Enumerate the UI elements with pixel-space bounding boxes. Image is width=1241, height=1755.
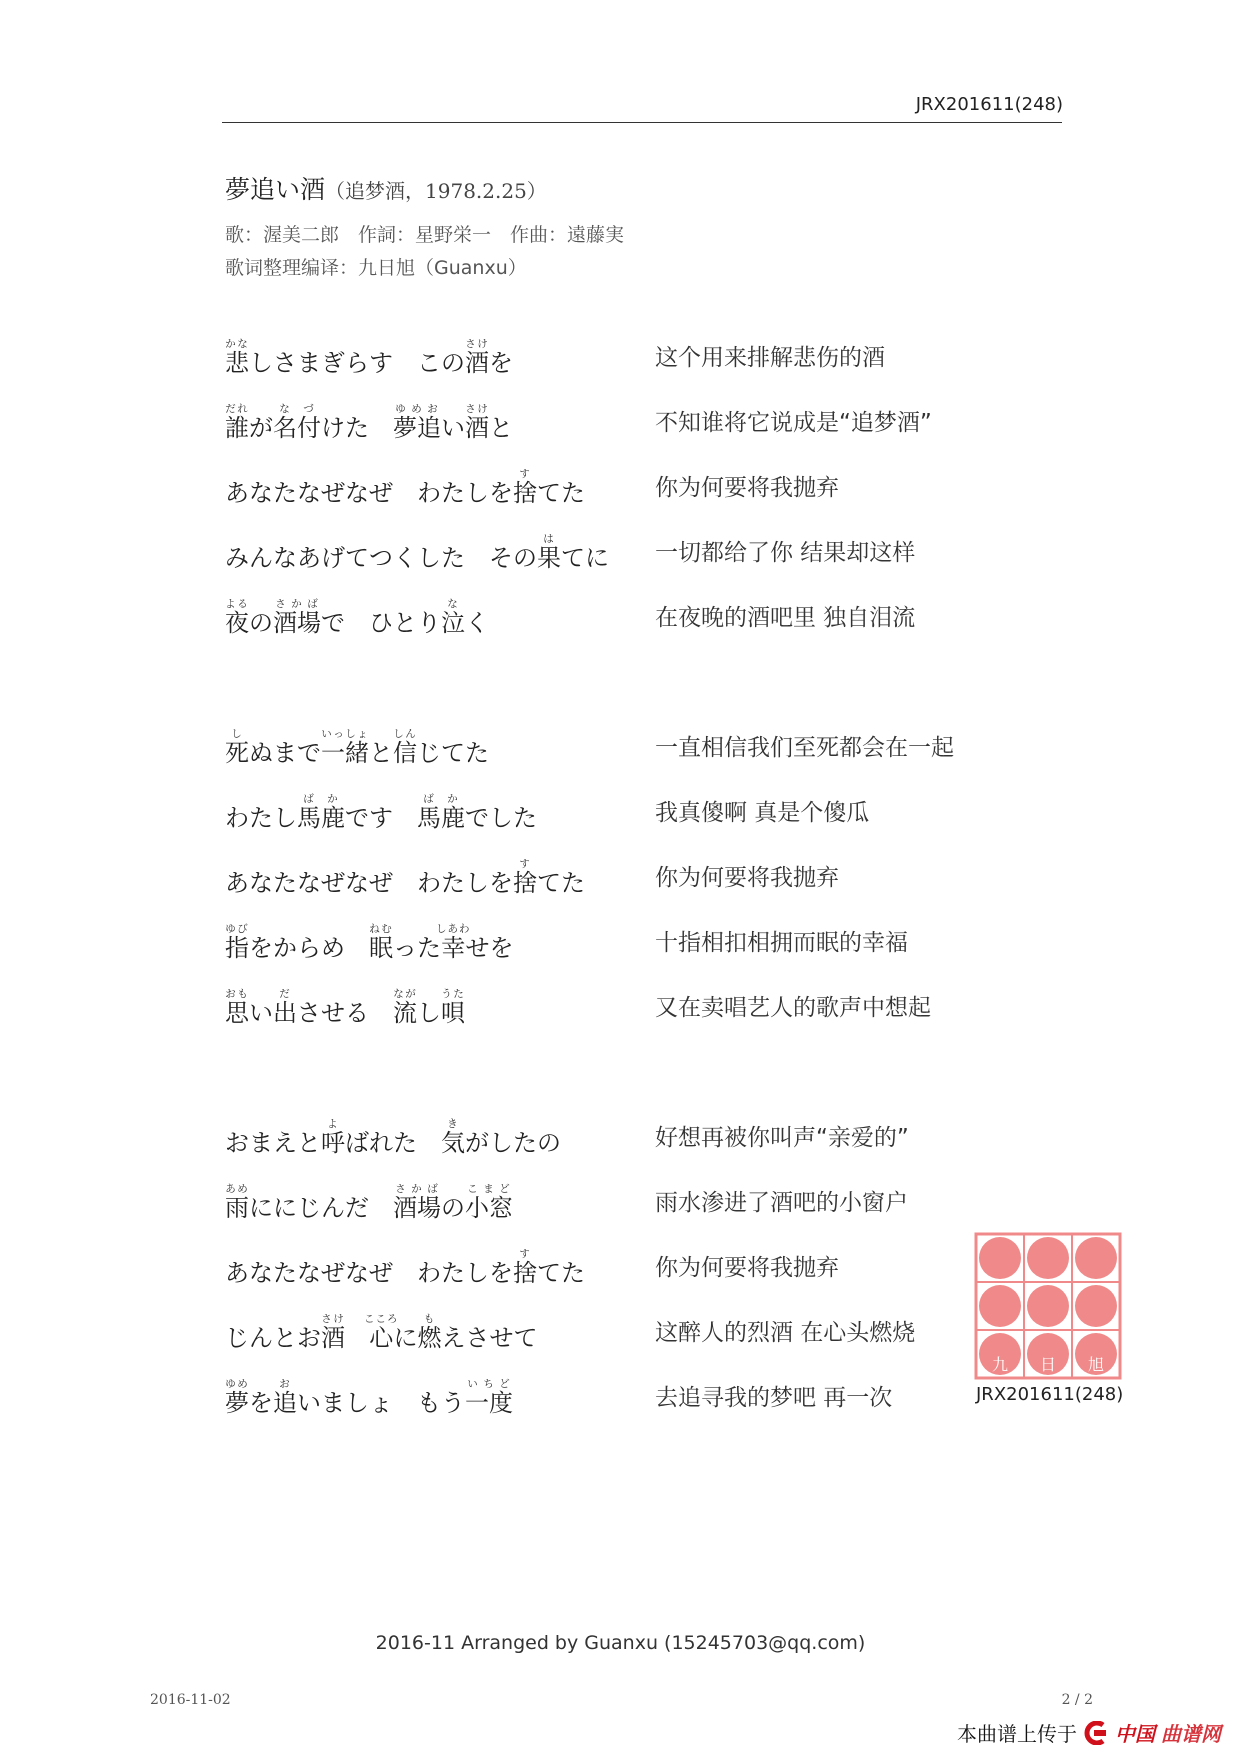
lyric-kana: った: [393, 934, 441, 962]
furigana-reading: ゆめお: [393, 403, 441, 415]
furigana-word: 夢追ゆめお: [393, 403, 441, 442]
furigana-word: 流なが: [393, 988, 417, 1027]
furigana-word: 夜よる: [225, 598, 249, 637]
furigana-word: 泣な: [441, 598, 465, 637]
lyric-line-jp: [225, 598, 489, 635]
song-title-sub: （追梦酒，1978.2.25）: [325, 179, 547, 203]
lyric-line-cn: 你为何要将我抛弃: [655, 865, 839, 891]
lyric-kana: と: [489, 414, 513, 442]
lyric-line-jp: [225, 1248, 585, 1285]
lyric-kana: く: [465, 609, 489, 637]
furigana-reading: うた: [441, 988, 465, 1000]
furigana-word: 呼よ: [321, 1118, 345, 1157]
lyric-line-cn: 不知谁将它说成是“追梦酒”: [655, 410, 932, 436]
lyric-kana: と: [369, 739, 393, 767]
furigana-word: 悲かな: [225, 338, 249, 377]
upload-prefix: 本曲谱上传于: [957, 1722, 1077, 1746]
furigana-word: 唄うた: [441, 988, 465, 1027]
lyric-kana: てた: [537, 479, 585, 507]
lyric-line-cn: 一直相信我们至死都会在一起: [655, 735, 954, 761]
furigana-reading: す: [513, 468, 537, 480]
furigana-word: 信しん: [393, 728, 417, 767]
furigana-reading: あめ: [225, 1183, 249, 1195]
furigana-reading: しん: [393, 728, 417, 740]
furigana-word: 眠ねむ: [369, 923, 393, 962]
lyric-kana: い: [441, 414, 465, 442]
lyric-kana: で ひとり: [321, 609, 441, 637]
furigana-word: 指ゆび: [225, 923, 249, 962]
lyric-line-cn: 十指相扣相拥而眠的幸福: [655, 930, 908, 956]
furigana-word: 一緒いっしょ: [321, 728, 369, 767]
lyric-line-jp: [225, 338, 513, 375]
lyric-kana: をからめ: [249, 934, 369, 962]
lyric-kana: せを: [465, 934, 514, 962]
lyric-line-cn: 你为何要将我抛弃: [655, 1255, 839, 1281]
site-brand-cn: 中国: [1115, 1722, 1155, 1746]
lyric-line-cn: 一切都给了你 结果却这样: [655, 540, 916, 566]
lyric-kana: ぬまで: [249, 739, 321, 767]
lyric-line-jp: [225, 533, 609, 570]
furigana-word: 一度いちど: [465, 1378, 513, 1417]
furigana-word: 名付なづ: [273, 403, 321, 442]
lyric-line-cn: 雨水渗进了酒吧的小窗户: [655, 1190, 908, 1216]
furigana-word: 出だ: [273, 988, 297, 1027]
lyric-line-cn: 这醉人的烈酒 在心头燃烧: [655, 1320, 916, 1346]
lyric-kana: みんなあげてつくした その: [225, 544, 537, 572]
furigana-word: 雨あめ: [225, 1183, 249, 1222]
lyric-kana: わたし: [225, 804, 297, 832]
furigana-word: 馬鹿ばか: [417, 793, 465, 832]
lyric-kana: てた: [537, 1259, 585, 1287]
furigana-reading: よる: [225, 598, 249, 610]
furigana-reading: こまど: [465, 1183, 513, 1195]
lyric-kana: の: [441, 1194, 465, 1222]
document-code: JRX201611(248): [915, 94, 1063, 115]
furigana-word: 酒場さかば: [393, 1183, 441, 1222]
lyric-line-cn: 在夜晚的酒吧里 独自泪流: [655, 605, 916, 631]
furigana-reading: なが: [393, 988, 417, 1000]
lyric-line-cn: 去追寻我的梦吧 再一次: [655, 1385, 893, 1411]
furigana-reading: ばか: [417, 793, 465, 805]
furigana-word: 気き: [441, 1118, 465, 1157]
lyric-kana: でした: [465, 804, 537, 832]
lyric-line-cn: 又在卖唱艺人的歌声中想起: [655, 995, 931, 1021]
lyric-kana: が: [249, 414, 273, 442]
lyric-line-jp: [225, 1378, 513, 1415]
furigana-word: 死し: [225, 728, 249, 767]
lyric-line-jp: [225, 1313, 538, 1350]
seal-stamp: [974, 1232, 1122, 1380]
lyric-kana: を: [489, 349, 513, 377]
lyric-kana: がしたの: [465, 1129, 561, 1157]
lyric-line-jp: [225, 728, 489, 765]
furigana-reading: ねむ: [369, 923, 393, 935]
lyric-kana: ばれた: [345, 1129, 441, 1157]
furigana-reading: ゆび: [225, 923, 249, 935]
lyric-kana: させる: [297, 999, 393, 1027]
lyric-line-jp: [225, 858, 585, 895]
furigana-word: 酒さけ: [321, 1313, 345, 1352]
furigana-reading: だ: [273, 988, 297, 1000]
seal-char-2: 日: [1039, 1355, 1057, 1374]
lyric-kana: えさせて: [441, 1324, 538, 1352]
furigana-word: 小窓こまど: [465, 1183, 513, 1222]
furigana-reading: かな: [225, 338, 249, 350]
furigana-word: 酒さけ: [465, 338, 489, 377]
lyric-kana: てた: [537, 869, 585, 897]
lyric-kana: に: [393, 1324, 418, 1352]
furigana-reading: さかば: [393, 1183, 441, 1195]
lyric-kana: です: [345, 804, 417, 832]
lyric-line-cn: 你为何要将我抛弃: [655, 475, 839, 501]
furigana-reading: き: [441, 1118, 465, 1130]
seal-char-3: 旭: [1087, 1355, 1105, 1374]
lyric-kana: を: [249, 1389, 273, 1417]
song-title-main: 夢追い酒: [225, 175, 326, 204]
lyric-kana: けた: [321, 414, 393, 442]
lyric-kana: ににじんだ: [249, 1194, 393, 1222]
lyric-line-jp: [225, 988, 465, 1025]
credits-translator: 歌词整理编译：九日旭（Guanxu）: [225, 257, 527, 279]
furigana-reading: な: [441, 598, 465, 610]
furigana-word: 酒さけ: [465, 403, 489, 442]
seal-char-1: 九: [991, 1355, 1009, 1374]
furigana-reading: す: [513, 858, 537, 870]
furigana-reading: ゆめ: [225, 1378, 249, 1390]
furigana-word: 思おも: [225, 988, 249, 1027]
furigana-reading: しあわ: [436, 923, 471, 935]
lyric-line-jp: [225, 1118, 561, 1155]
header-rule: [222, 122, 1062, 123]
lyric-line-jp: [225, 923, 514, 960]
lyric-kana: いましょ もう: [297, 1389, 465, 1417]
lyric-kana: じてた: [417, 739, 489, 767]
footer-page-number: 2 / 2: [1061, 1692, 1093, 1708]
furigana-reading: さけ: [321, 1313, 345, 1325]
furigana-word: 心こころ: [364, 1313, 399, 1352]
furigana-word: 夢ゆめ: [225, 1378, 249, 1417]
furigana-word: 酒場さかば: [273, 598, 321, 637]
footer-date: 2016-11-02: [150, 1692, 231, 1708]
furigana-word: 果は: [537, 533, 561, 572]
furigana-reading: さけ: [465, 338, 489, 350]
upload-source-note: [957, 1718, 1221, 1747]
furigana-reading: は: [537, 533, 561, 545]
lyric-kana: い: [249, 999, 273, 1027]
lyric-kana: てに: [561, 544, 609, 572]
furigana-word: 捨す: [513, 468, 537, 507]
lyric-kana: あなたなぜなぜ わたしを: [225, 869, 513, 897]
furigana-reading: いっしょ: [321, 728, 369, 740]
lyric-kana: あなたなぜなぜ わたしを: [225, 479, 513, 507]
seal-code: JRX201611(248): [976, 1384, 1124, 1405]
furigana-reading: おも: [225, 988, 249, 1000]
lyric-kana: の: [249, 609, 273, 637]
lyric-kana: しさまぎらす この: [249, 349, 465, 377]
lyric-line-cn: 好想再被你叫声“亲爱的”: [655, 1125, 909, 1151]
furigana-reading: よ: [321, 1118, 345, 1130]
furigana-word: 追お: [273, 1378, 297, 1417]
furigana-word: 捨す: [513, 858, 537, 897]
lyric-line-jp: [225, 1183, 513, 1220]
lyric-line-cn: 我真傻啊 真是个傻瓜: [655, 800, 870, 826]
furigana-reading: なづ: [273, 403, 321, 415]
lyric-line-jp: [225, 793, 537, 830]
furigana-reading: す: [513, 1248, 537, 1260]
furigana-reading: いちど: [465, 1378, 513, 1390]
furigana-reading: し: [225, 728, 249, 740]
furigana-reading: ばか: [297, 793, 345, 805]
lyric-kana: じんとお: [225, 1324, 321, 1352]
lyric-line-jp: [225, 403, 513, 440]
furigana-reading: お: [273, 1378, 297, 1390]
lyric-kana: し: [417, 999, 441, 1027]
furigana-reading: も: [417, 1313, 442, 1325]
site-brand-name: 曲谱网: [1161, 1722, 1221, 1746]
song-title: [225, 170, 547, 206]
furigana-reading: こころ: [364, 1313, 399, 1325]
furigana-word: 誰だれ: [225, 403, 249, 442]
credits-line: 歌：渥美二郎 作詞：星野栄一 作曲：遠藤実: [225, 224, 625, 246]
lyric-line-jp: [225, 468, 585, 505]
furigana-reading: だれ: [225, 403, 249, 415]
furigana-reading: さかば: [273, 598, 321, 610]
site-logo-icon: [1083, 1721, 1109, 1745]
furigana-word: 燃も: [417, 1313, 442, 1352]
furigana-reading: さけ: [465, 403, 489, 415]
furigana-word: 幸しあわ: [436, 923, 471, 962]
footer-arranged-note: 2016-11 Arranged by Guanxu (15245703@qq.com): [375, 1632, 866, 1654]
lyric-kana: あなたなぜなぜ わたしを: [225, 1259, 513, 1287]
furigana-word: 馬鹿ばか: [297, 793, 345, 832]
lyric-kana: おまえと: [225, 1129, 321, 1157]
furigana-word: 捨す: [513, 1248, 537, 1287]
lyric-line-cn: 这个用来排解悲伤的酒: [655, 345, 885, 371]
